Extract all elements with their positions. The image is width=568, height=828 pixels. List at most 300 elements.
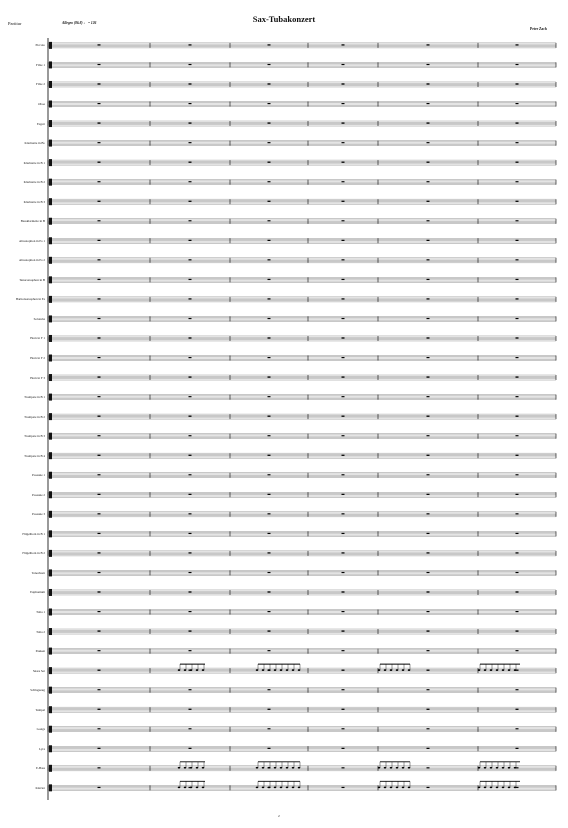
whole-rest: [98, 670, 101, 671]
clef-icon: [49, 140, 52, 147]
whole-rest: [268, 611, 271, 612]
whole-rest: [98, 162, 101, 163]
whole-rest: [342, 357, 345, 358]
clef-icon: [49, 237, 52, 244]
clef-icon: [49, 374, 52, 381]
instrument-label: Schlagzeug: [30, 688, 45, 693]
note-head: [490, 786, 493, 788]
whole-rest: [342, 513, 345, 514]
note-head: [196, 786, 199, 788]
whole-rest: [427, 240, 430, 241]
whole-rest: [342, 83, 345, 84]
whole-rest: [98, 709, 101, 710]
whole-rest: [268, 513, 271, 514]
whole-rest: [427, 220, 430, 221]
whole-rest: [98, 357, 101, 358]
whole-rest: [427, 611, 430, 612]
whole-rest: [268, 83, 271, 84]
whole-rest: [98, 44, 101, 45]
note-head: [490, 669, 493, 671]
whole-rest: [427, 435, 430, 436]
whole-rest: [516, 181, 519, 182]
note-head: [262, 786, 265, 788]
clef-icon: [49, 218, 52, 225]
whole-rest: [516, 611, 519, 612]
note-head: [378, 767, 381, 769]
whole-rest: [268, 494, 271, 495]
whole-rest: [268, 474, 271, 475]
whole-rest: [268, 181, 271, 182]
whole-rest: [342, 494, 345, 495]
note-head: [408, 669, 411, 671]
clef-icon: [49, 315, 52, 322]
whole-rest: [516, 103, 519, 104]
whole-rest: [342, 240, 345, 241]
clef-icon: [49, 784, 52, 791]
whole-rest: [268, 44, 271, 45]
whole-rest: [98, 142, 101, 143]
whole-rest: [268, 377, 271, 378]
whole-rest: [98, 474, 101, 475]
note-head: [286, 767, 289, 769]
instrument-label: Solotuba: [33, 316, 45, 321]
whole-rest: [427, 279, 430, 280]
instrument-label: Klarinette in B 1: [23, 160, 45, 165]
whole-rest: [516, 279, 519, 280]
whole-rest: [189, 142, 192, 143]
whole-rest: [516, 240, 519, 241]
note-head: [274, 786, 277, 788]
clef-icon: [49, 687, 52, 694]
whole-rest: [427, 552, 430, 553]
whole-rest: [342, 435, 345, 436]
instrument-label: Tenorhorn: [31, 570, 45, 575]
whole-rest: [98, 103, 101, 104]
whole-rest: [189, 552, 192, 553]
whole-rest: [427, 513, 430, 514]
whole-rest: [427, 123, 430, 124]
instrument-label: Tenorsaxophon in B: [19, 277, 45, 282]
note-head: [396, 767, 399, 769]
whole-rest: [268, 337, 271, 338]
whole-rest: [189, 709, 192, 710]
note-head: [484, 786, 487, 788]
whole-rest: [516, 220, 519, 221]
whole-rest: [268, 728, 271, 729]
clef-icon: [49, 550, 52, 557]
instrument-label: Snare Set: [32, 668, 45, 673]
note-head: [484, 767, 487, 769]
instrument-label: E-Bass: [35, 766, 45, 771]
whole-rest: [427, 181, 430, 182]
clef-icon: [49, 61, 52, 68]
note-head: [378, 669, 381, 671]
note-head: [274, 669, 277, 671]
whole-rest: [516, 83, 519, 84]
whole-rest: [516, 650, 519, 651]
whole-rest: [189, 162, 192, 163]
whole-rest: [427, 83, 430, 84]
whole-rest: [189, 64, 192, 65]
note-head: [390, 767, 393, 769]
clef-icon: [49, 589, 52, 596]
whole-rest: [516, 298, 519, 299]
clef-icon: [49, 511, 52, 518]
note-head: [508, 767, 511, 769]
whole-rest: [516, 318, 519, 319]
instrument-label: Klarinette in B 3: [23, 199, 45, 204]
instrument-label: Fagott: [36, 121, 45, 126]
instrument-label: Lyra: [39, 746, 45, 751]
whole-rest: [342, 259, 345, 260]
note-head: [202, 786, 205, 788]
whole-rest: [98, 435, 101, 436]
whole-rest: [98, 201, 101, 202]
clef-icon: [49, 120, 52, 127]
note-head: [298, 786, 301, 788]
whole-rest: [189, 298, 192, 299]
whole-rest: [516, 44, 519, 45]
instrument-label: Trompete in B 4: [24, 453, 45, 458]
whole-rest: [189, 337, 192, 338]
whole-rest: [189, 689, 192, 690]
whole-rest: [516, 552, 519, 553]
whole-rest: [342, 611, 345, 612]
note-head: [508, 786, 511, 788]
note-head: [396, 669, 399, 671]
whole-rest: [427, 416, 430, 417]
whole-rest: [342, 162, 345, 163]
whole-rest: [268, 552, 271, 553]
whole-rest: [189, 103, 192, 104]
whole-rest: [189, 279, 192, 280]
note-head: [202, 767, 205, 769]
note-head: [268, 669, 271, 671]
whole-rest: [342, 44, 345, 45]
whole-rest: [98, 64, 101, 65]
whole-rest: [98, 298, 101, 299]
clef-icon: [49, 745, 52, 752]
whole-rest: [342, 337, 345, 338]
whole-rest: [342, 298, 345, 299]
instrument-label: Tuba 1: [36, 610, 45, 614]
note-head: [298, 669, 301, 671]
whole-rest: [98, 259, 101, 260]
clef-icon: [49, 726, 52, 733]
whole-rest: [189, 748, 192, 749]
whole-rest: [516, 377, 519, 378]
whole-rest: [516, 494, 519, 495]
whole-rest: [516, 416, 519, 417]
instrument-label: Trompete in B 2: [24, 414, 45, 419]
whole-rest: [342, 455, 345, 456]
note-head: [408, 786, 411, 788]
instrument-label: Gongs: [36, 727, 45, 732]
whole-rest: [98, 220, 101, 221]
whole-rest: [268, 435, 271, 436]
whole-rest: [189, 474, 192, 475]
instrument-label: Flügelhorn in B 2: [22, 551, 45, 556]
instrument-label: Baritonsaxophon in Es: [15, 297, 45, 302]
whole-rest: [427, 357, 430, 358]
whole-rest: [427, 318, 430, 319]
whole-rest: [342, 201, 345, 202]
whole-rest: [268, 396, 271, 397]
note-head: [190, 669, 193, 671]
note-head: [402, 786, 405, 788]
whole-rest: [268, 650, 271, 651]
note-head: [178, 767, 181, 769]
whole-rest: [516, 337, 519, 338]
whole-rest: [189, 591, 192, 592]
whole-rest: [189, 728, 192, 729]
note-head: [490, 767, 493, 769]
note-head: [190, 767, 193, 769]
clef-icon: [49, 648, 52, 655]
whole-rest: [189, 513, 192, 514]
clef-icon: [49, 101, 52, 108]
whole-rest: [98, 337, 101, 338]
whole-rest: [268, 103, 271, 104]
instrument-label: Piccolo: [35, 43, 45, 48]
instrument-label: Posaune 1: [31, 473, 45, 478]
instrument-label: Euphonium: [30, 590, 45, 595]
whole-rest: [268, 572, 271, 573]
whole-rest: [342, 689, 345, 690]
whole-rest: [98, 513, 101, 514]
whole-rest: [342, 650, 345, 651]
page-number: 2: [278, 814, 280, 818]
whole-rest: [268, 689, 271, 690]
whole-rest: [189, 377, 192, 378]
note-head: [478, 786, 481, 788]
whole-rest: [98, 279, 101, 280]
note-head: [292, 786, 295, 788]
note-head: [298, 767, 301, 769]
whole-rest: [516, 689, 519, 690]
instrument-label: Posaune 2: [31, 492, 45, 497]
note-head: [502, 767, 505, 769]
whole-rest: [427, 767, 430, 768]
whole-rest: [427, 162, 430, 163]
clef-icon: [49, 355, 52, 362]
whole-rest: [342, 220, 345, 221]
note-head: [256, 786, 259, 788]
note-head: [402, 669, 405, 671]
instrument-label: Horn in F 1: [30, 336, 45, 341]
note-head: [292, 767, 295, 769]
whole-rest: [427, 44, 430, 45]
whole-rest: [268, 142, 271, 143]
note-head: [268, 786, 271, 788]
whole-rest: [189, 396, 192, 397]
note-head: [402, 767, 405, 769]
whole-rest: [268, 318, 271, 319]
whole-rest: [189, 435, 192, 436]
note-head: [408, 767, 411, 769]
whole-rest: [268, 709, 271, 710]
whole-rest: [342, 533, 345, 534]
whole-rest: [427, 474, 430, 475]
whole-rest: [342, 748, 345, 749]
note-head: [484, 669, 487, 671]
whole-rest: [516, 474, 519, 475]
whole-rest: [516, 64, 519, 65]
whole-rest: [427, 728, 430, 729]
whole-rest: [516, 748, 519, 749]
whole-rest: [342, 552, 345, 553]
instrument-label: Klarinette in B♭: [24, 141, 45, 146]
whole-rest: [342, 181, 345, 182]
instrument-label: Trompete in B 3: [24, 434, 45, 439]
note-head: [496, 786, 499, 788]
instrument-label: Flöte 1: [36, 62, 45, 67]
whole-rest: [427, 396, 430, 397]
whole-rest: [516, 162, 519, 163]
whole-rest: [98, 455, 101, 456]
instrument-label: Trompete in B 1: [24, 395, 45, 400]
whole-rest: [516, 142, 519, 143]
whole-rest: [268, 259, 271, 260]
note-head: [256, 669, 259, 671]
whole-rest: [98, 572, 101, 573]
whole-rest: [189, 494, 192, 495]
whole-rest: [342, 767, 345, 768]
whole-rest: [189, 220, 192, 221]
whole-rest: [268, 748, 271, 749]
whole-rest: [342, 142, 345, 143]
whole-rest: [516, 533, 519, 534]
whole-rest: [342, 591, 345, 592]
whole-rest: [189, 123, 192, 124]
clef-icon: [49, 433, 52, 440]
note-head: [178, 669, 181, 671]
instrument-label: Klarinette in B 2: [23, 180, 45, 185]
note-head: [384, 767, 387, 769]
whole-rest: [516, 396, 519, 397]
whole-rest: [342, 631, 345, 632]
whole-rest: [427, 591, 430, 592]
note-head: [508, 669, 511, 671]
whole-rest: [516, 357, 519, 358]
whole-rest: [516, 259, 519, 260]
clef-icon: [49, 257, 52, 264]
note-head: [196, 669, 199, 671]
clef-icon: [49, 335, 52, 342]
whole-rest: [98, 396, 101, 397]
whole-rest: [342, 64, 345, 65]
whole-rest: [189, 533, 192, 534]
whole-rest: [342, 318, 345, 319]
instrument-label: Horn in F 2: [30, 356, 45, 360]
instrument-label: Altsaxophon in Es 1: [19, 238, 45, 243]
whole-rest: [268, 279, 271, 280]
note-head: [202, 669, 205, 671]
note-head: [184, 669, 187, 671]
note-head: [478, 669, 481, 671]
whole-rest: [189, 201, 192, 202]
note-head: [256, 767, 259, 769]
whole-rest: [268, 201, 271, 202]
clef-icon: [49, 491, 52, 498]
whole-rest: [516, 709, 519, 710]
whole-rest: [427, 572, 430, 573]
whole-rest: [189, 181, 192, 182]
clef-icon: [49, 198, 52, 205]
score-type-label: Partitur: [8, 21, 22, 26]
note-head: [390, 786, 393, 788]
clef-icon: [49, 296, 52, 303]
whole-rest: [189, 416, 192, 417]
clef-icon: [49, 530, 52, 537]
whole-rest: [427, 787, 430, 788]
whole-rest: [342, 670, 345, 671]
whole-rest: [342, 103, 345, 104]
whole-rest: [268, 357, 271, 358]
note-head: [502, 786, 505, 788]
whole-rest: [268, 123, 271, 124]
clef-icon: [49, 276, 52, 283]
whole-rest: [342, 572, 345, 573]
whole-rest: [98, 83, 101, 84]
clef-icon: [49, 413, 52, 420]
note-head: [178, 786, 181, 788]
whole-rest: [427, 201, 430, 202]
note-head: [262, 767, 265, 769]
instrument-label: Tuba 2: [36, 629, 45, 634]
whole-rest: [516, 455, 519, 456]
clef-icon: [49, 452, 52, 459]
whole-rest: [427, 298, 430, 299]
clef-icon: [49, 81, 52, 88]
whole-rest: [427, 631, 430, 632]
whole-rest: [98, 123, 101, 124]
instrument-label: Flügelhorn in B 1: [22, 531, 45, 536]
note-head: [502, 669, 505, 671]
clef-icon: [49, 159, 52, 166]
whole-rest: [516, 201, 519, 202]
instrument-label: Altsaxophon in Es 2: [19, 258, 45, 263]
note-head: [268, 767, 271, 769]
note-head: [280, 669, 283, 671]
whole-rest: [427, 670, 430, 671]
whole-rest: [342, 728, 345, 729]
note-head: [286, 669, 289, 671]
whole-rest: [427, 455, 430, 456]
whole-rest: [98, 552, 101, 553]
whole-rest: [268, 591, 271, 592]
note-head: [184, 786, 187, 788]
whole-rest: [189, 240, 192, 241]
whole-rest: [189, 259, 192, 260]
note-head: [190, 786, 193, 788]
instrument-label: Oboe: [38, 102, 45, 106]
whole-rest: [268, 220, 271, 221]
note-head: [384, 786, 387, 788]
whole-rest: [516, 123, 519, 124]
whole-rest: [427, 748, 430, 749]
whole-rest: [189, 44, 192, 45]
whole-rest: [98, 181, 101, 182]
whole-rest: [268, 162, 271, 163]
score-title: Sax-Tubakonzert: [252, 14, 316, 24]
whole-rest: [516, 435, 519, 436]
whole-rest: [98, 767, 101, 768]
note-head: [274, 767, 277, 769]
whole-rest: [516, 572, 519, 573]
whole-rest: [516, 591, 519, 592]
clef-icon: [49, 765, 52, 772]
